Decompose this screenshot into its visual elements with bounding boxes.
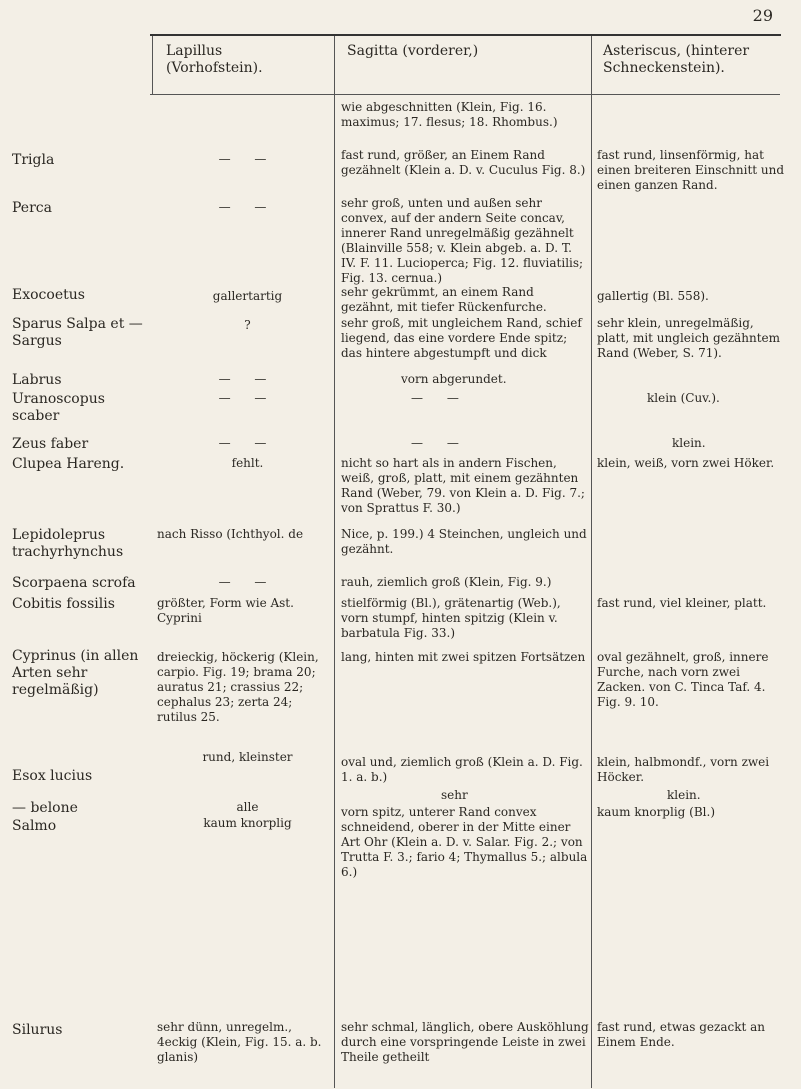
cell-sagitta: vorn spitz, unterer Rand convex schneidend, oberer in der Mitte einer Art Ohr (Klein a. D. v. Salar. Fig. 2.; von Trutta F. 3.; fario 4; Thymallus 5.; albula 6.) bbox=[341, 805, 588, 879]
fish-name: Uranoscopus scaber bbox=[12, 391, 105, 424]
cell-lapillus: nach Risso (Ichthyol. de bbox=[157, 527, 304, 541]
cell-asteriscus: fast rund, linsenförmig, hat einen breiteren Einschnitt und einen ganzen Rand. bbox=[597, 148, 785, 192]
cell-asteriscus: klein. bbox=[672, 436, 706, 450]
cell-sagitta: sehr groß, mit ungleichem Rand, schief liegend, das eine vordere Ende spitz; das hintere abgestumpft und dick bbox=[341, 316, 582, 360]
cell-lapillus: — — bbox=[218, 152, 277, 166]
cell-sagitta: nicht so hart als in andern Fischen, weiß, groß, platt, mit einem gezähnten Rand (Weber, 79. von Klein a. D. Fig. 7.; von Sprattus F. 30.) bbox=[341, 456, 585, 515]
cell-sagitta: rauh, ziemlich groß (Klein, Fig. 9.) bbox=[341, 575, 552, 589]
cell-sagitta: — — bbox=[411, 436, 469, 450]
cell-sagitta: oval und, ziemlich groß (Klein a. D. Fig. 1. a. b.) bbox=[341, 755, 583, 784]
fish-name: Cyprinus (in allen Arten sehr regelmäßig) bbox=[12, 648, 139, 698]
cell-sagitta: vorn abgerundet. bbox=[401, 372, 507, 386]
fish-name: Silurus bbox=[12, 1022, 63, 1038]
cell-lapillus: — — bbox=[218, 436, 277, 450]
fish-name: Perca bbox=[12, 200, 52, 216]
cell-sagitta: lang, hinten mit zwei spitzen Fortsätzen bbox=[341, 650, 586, 664]
cell-lapillus: — — bbox=[218, 372, 277, 386]
page-number: 29 bbox=[752, 6, 773, 25]
cell-lapillus: fehlt. bbox=[231, 456, 264, 470]
cell-asteriscus: klein (Cuv.). bbox=[647, 391, 720, 405]
cell-sagitta: stielförmig (Bl.), grätenartig (Web.), vorn stumpf, hinten spitzig (Klein v. barbatula Fig. 33.) bbox=[341, 596, 561, 640]
cell-asteriscus: klein. bbox=[667, 788, 701, 802]
fish-name: Zeus faber bbox=[12, 436, 89, 452]
fish-name: — belone bbox=[12, 800, 78, 816]
cell-asteriscus: klein, weiß, vorn zwei Höker. bbox=[597, 456, 775, 470]
cell-asteriscus: kaum knorplig (Bl.) bbox=[597, 805, 715, 819]
fish-name: Exocoetus bbox=[12, 287, 85, 303]
cell-lapillus: gallertartig bbox=[212, 289, 283, 303]
fish-name: Salmo bbox=[12, 818, 57, 834]
fish-name: Clupea Hareng. bbox=[12, 456, 125, 472]
cell-lapillus: dreieckig, höckerig (Klein, carpio. Fig. 19; brama 20; auratus 21; crassius 22; cephalus 23; zerta 24; rutilus 25. bbox=[157, 650, 319, 724]
header-asteriscus: Asteriscus, (hinterer Schneckenstein). bbox=[603, 43, 750, 76]
cell-sagitta: sehr bbox=[441, 788, 468, 802]
header-lapillus: Lapillus (Vorhofstein). bbox=[166, 43, 263, 76]
cell-lapillus: — — bbox=[218, 200, 277, 214]
fish-name: Scorpaena scrofa bbox=[12, 575, 136, 591]
cell-lapillus: alle bbox=[236, 800, 259, 814]
header-sagitta: Sagitta (vorderer,) bbox=[347, 43, 479, 59]
cell-asteriscus: oval gezähnelt, groß, innere Furche, nach vorn zwei Zacken. von C. Tinca Taf. 4. Fig. 9. 10. bbox=[597, 650, 769, 709]
cell-lapillus: — — bbox=[218, 575, 277, 589]
cell-lapillus: — — bbox=[218, 391, 277, 405]
divider-3 bbox=[591, 36, 592, 1088]
fish-name: Labrus bbox=[12, 372, 62, 388]
cell-asteriscus: gallertig (Bl. 558). bbox=[597, 289, 709, 303]
cell-lapillus: sehr dünn, unregelm., 4eckig (Klein, Fig. 15. a. b. glanis) bbox=[157, 1020, 322, 1064]
cell-sagitta: sehr groß, unten und außen sehr convex, auf der andern Seite concav, innerer Rand unregelmäßig gezähnelt (Blainville 558; v. Klein abgeb. a. D. T. IV. F. 11. Lucioperca; Fig. 12. fluviatilis; Fig. 13. cernua.) bbox=[341, 196, 584, 285]
divider-1 bbox=[152, 36, 153, 94]
fish-name: Esox lucius bbox=[12, 768, 93, 784]
cell-lapillus: ? bbox=[244, 318, 251, 332]
cell-sagitta: — — bbox=[411, 391, 469, 405]
header-bottom-rule bbox=[150, 94, 780, 95]
divider-2 bbox=[334, 36, 335, 1088]
cell-asteriscus: fast rund, viel kleiner, platt. bbox=[597, 596, 767, 610]
cell-lapillus: größter, Form wie Ast. Cyprini bbox=[157, 596, 294, 625]
cell-asteriscus: klein, halbmondf., vorn zwei Höcker. bbox=[597, 755, 770, 784]
fish-name: Trigla bbox=[12, 152, 55, 168]
cell-sagitta: wie abgeschnitten (Klein, Fig. 16. maximus; 17. flesus; 18. Rhombus.) bbox=[341, 100, 558, 129]
cell-asteriscus: sehr klein, unregelmäßig, platt, mit ungleich gezähntem Rand (Weber, S. 71). bbox=[597, 316, 780, 360]
cell-asteriscus: fast rund, etwas gezackt an Einem Ende. bbox=[597, 1020, 765, 1049]
cell-lapillus: rund, kleinster bbox=[202, 750, 293, 764]
fish-name: Sparus Salpa et — Sargus bbox=[12, 316, 143, 349]
fish-name: Cobitis fossilis bbox=[12, 596, 115, 612]
cell-sagitta: Nice, p. 199.) 4 Steinchen, ungleich und gezähnt. bbox=[341, 527, 587, 556]
cell-sagitta: fast rund, größer, an Einem Rand gezähnelt (Klein a. D. v. Cuculus Fig. 8.) bbox=[341, 148, 586, 177]
fish-name: Lepidoleprus trachyrhynchus bbox=[12, 527, 124, 560]
cell-sagitta: sehr schmal, länglich, obere Ausköhlung durch eine vorspringende Leiste in zwei Theile getheilt bbox=[341, 1020, 589, 1064]
cell-lapillus: kaum knorplig bbox=[203, 816, 292, 830]
header-rule bbox=[150, 34, 781, 36]
cell-sagitta: sehr gekrümmt, an einem Rand gezähnt, mit tiefer Rückenfurche. bbox=[341, 285, 547, 314]
